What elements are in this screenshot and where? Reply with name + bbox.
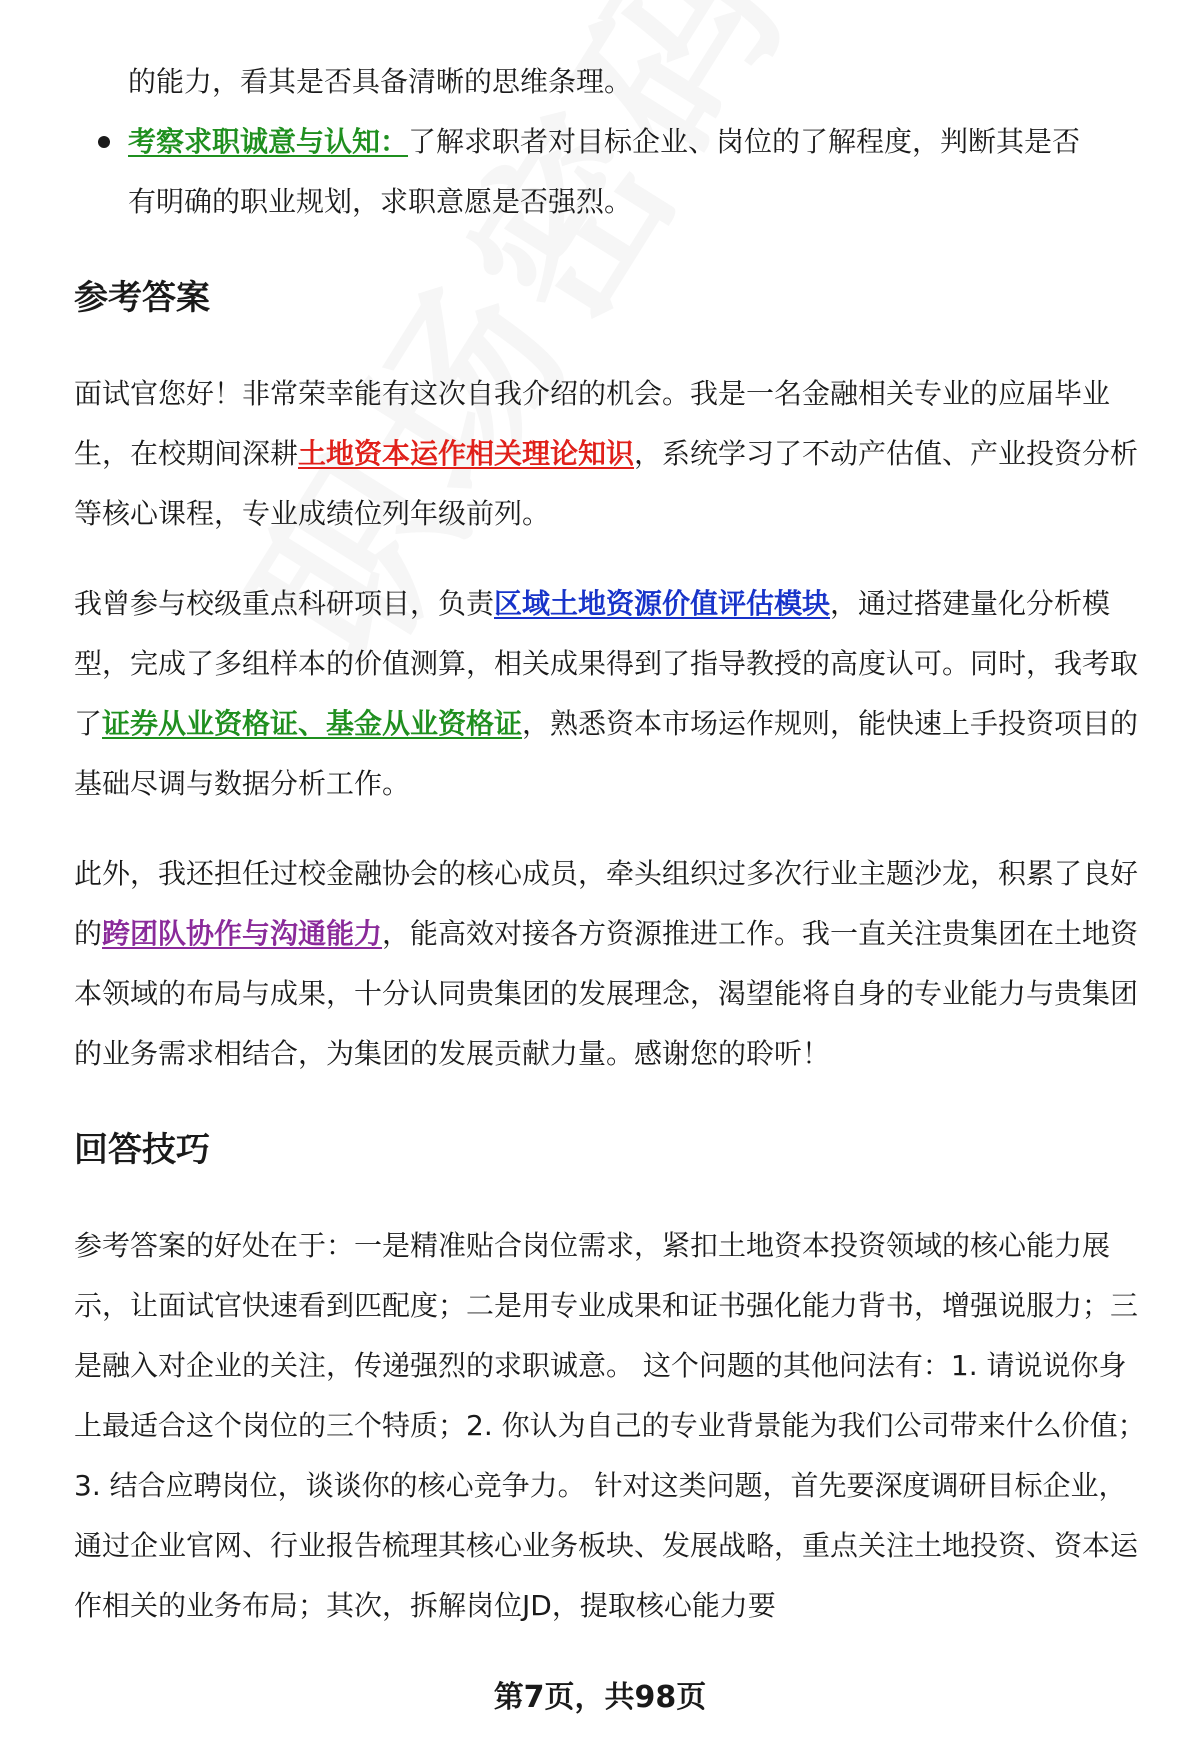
- answer-paragraph-1: [74, 364, 1149, 544]
- document-page: [74, 52, 1149, 1636]
- page-number: 第7页，共98页: [493, 1680, 707, 1715]
- continuation-text: 的能力，看其是否具备清晰的思维条理。: [128, 65, 633, 98]
- answer-p3-pre: 此外，我还担任过校金融协会的核心成员，牵头组织过多次行业主题沙龙，积累了良好的: [74, 857, 1139, 950]
- answer-p3-post: ，能高效对接各方资源推进工作。我一直关注贵集团在土地资本领域的布局与成果，十分认同贵集团的发展理念，渴望能将自身的专业能力与贵集团的业务需求相结合，为集团的发展贡献力量。感谢您的聆听！: [74, 917, 1139, 1070]
- tips-heading: 回答技巧: [74, 1130, 210, 1170]
- list-item: [74, 112, 1149, 232]
- highlight-certificates: 证券从业资格证、基金从业资格证: [102, 707, 523, 740]
- answer-p1-pre: 面试官您好！非常荣幸能有这次自我介绍的机会。我是一名金融相关专业的应届毕业生，在校期间深耕: [74, 377, 1111, 470]
- highlight-land-capital: 土地资本运作相关理论知识: [298, 437, 635, 470]
- answer-p1-post: ，系统学习了不动产估值、产业投资分析等核心课程，专业成绩位列年级前列。: [74, 437, 1139, 530]
- bullet-label: 考察求职诚意与认知：: [128, 125, 409, 158]
- answer-paragraph-2: [74, 574, 1149, 814]
- answer-paragraph-3: [74, 844, 1149, 1084]
- answer-heading: 参考答案: [74, 278, 210, 318]
- bullet-text-1: 了解求职者对目标企业、岗位的了解程度，判断其是否: [408, 125, 1081, 158]
- bullet-text-2: 有明确的职业规划，求职意愿是否强烈。: [128, 185, 633, 218]
- evaluation-list: [74, 112, 1149, 232]
- highlight-teamwork: 跨团队协作与沟通能力: [102, 917, 383, 950]
- answer-p2-pre: 我曾参与校级重点科研项目，负责: [74, 587, 495, 620]
- answer-p2-mid: ，通过搭建量化分析模型，完成了多组样本的价值测算，相关成果得到了指导教授的高度认可。同时，我考取了: [74, 587, 1139, 740]
- answer-p2-post: ，熟悉资本市场运作规则，能快速上手投资项目的基础尽调与数据分析工作。: [74, 707, 1139, 800]
- highlight-valuation-module: 区域土地资源价值评估模块: [494, 587, 831, 620]
- tips-paragraph: 参考答案的好处在于：一是精准贴合岗位需求，紧扣土地资本投资领域的核心能力展示，让面试官快速看到匹配度；二是用专业成果和证书强化能力背书，增强说服力；三是融入对企业的关注，传递强烈的求职诚意。 这个问题的其他问法有：1. 请说说你身上最适合这个岗位的三个特质；2. 你认为自己的专业背景能为我们公司带来什么价值；3. 结合应聘岗位，谈谈你的核心竞争力。 针对这类问题，首先要深度调研目标企业，通过企业官网、行业报告梳理其核心业务板块、发展战略，重点关注土地投资、资本运作相关的业务布局；其次，拆解岗位JD，提取核心能力要: [74, 1229, 1146, 1622]
